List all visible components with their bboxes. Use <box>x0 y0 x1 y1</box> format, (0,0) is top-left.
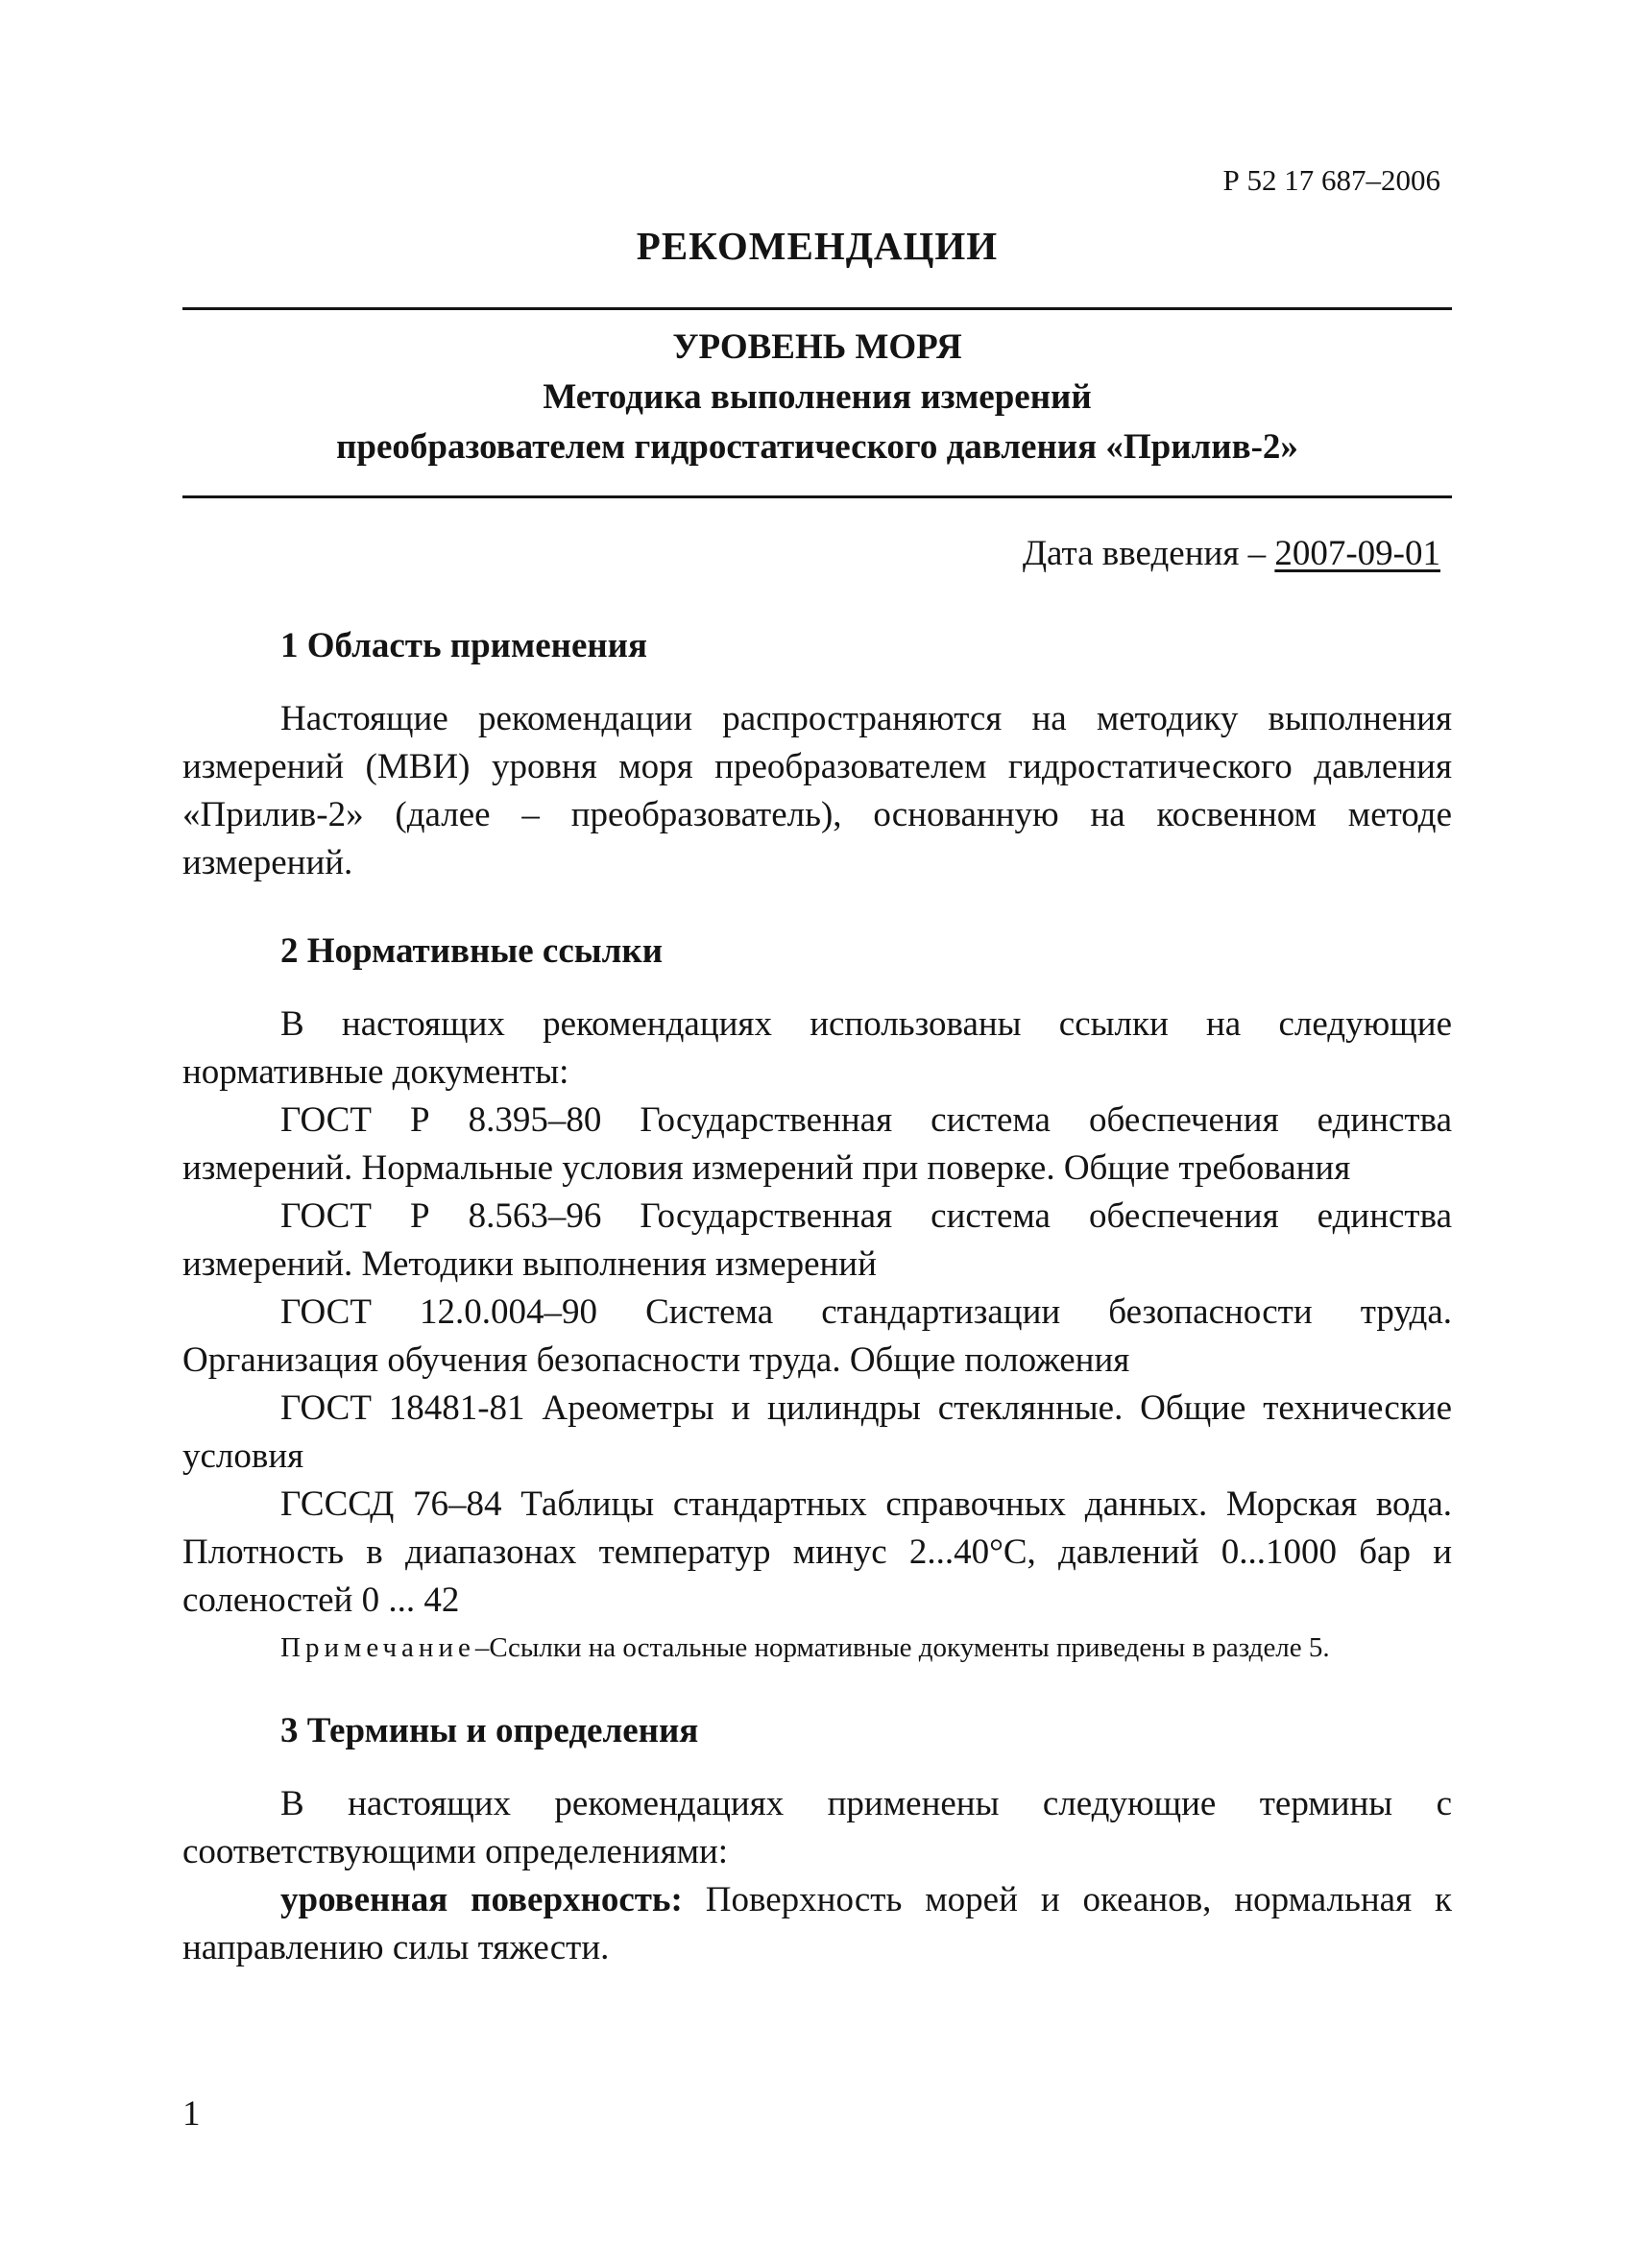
section-scope <box>182 622 1452 887</box>
page-number: 1 <box>182 2094 201 2134</box>
document-number: Р 52 17 687–2006 <box>1222 163 1440 197</box>
term-name: уровенная поверхность: <box>280 1880 683 1919</box>
reference-item: ГСССД 76–84 Таблицы стандартных справочных данных. Морская вода. Плотность в диапазонах температур минус 2...40°С, давлений 0...1000 бар и соленостей 0 ... 42 <box>182 1484 1452 1620</box>
term-definition <box>182 1876 1452 1972</box>
introduction-date-value: 2007-09-01 <box>1274 534 1440 573</box>
reference-item: ГОСТ 18481-81 Ареометры и цилиндры стеклянные. Общие технические условия <box>182 1388 1452 1476</box>
introduction-date-label: Дата введения – <box>1022 534 1275 573</box>
section-terms <box>182 1707 1452 1972</box>
document-subtitle <box>182 323 1452 472</box>
section-1-heading: 1 Область применения <box>280 626 648 665</box>
section-3-intro: В настоящих рекомендациях применены следующие термины с соответствующими определениями: <box>182 1784 1452 1871</box>
section-3-heading: 3 Термины и определения <box>280 1711 699 1750</box>
reference-item: ГОСТ Р 8.563–96 Государственная система обеспечения единства измерений. Методики выполнения измерений <box>182 1196 1452 1284</box>
reference-item: ГОСТ Р 8.395–80 Государственная система обеспечения единства измерений. Нормальные условия измерений при поверке. Общие требования <box>182 1100 1452 1188</box>
note-text: –Ссылки на остальные нормативные документы приведены в разделе 5. <box>474 1632 1330 1663</box>
main-title: РЕКОМЕНДАЦИИ <box>636 224 999 268</box>
section-1-paragraph: Настоящие рекомендации распространяются на методику выполнения измерений (МВИ) уровня моря преобразователем гидростатического давления «Прилив-2» (далее – преобразователь), основанную на косвенном методе измерений. <box>182 699 1452 882</box>
section-2-heading: 2 Нормативные ссылки <box>280 931 664 971</box>
bottom-divider <box>182 495 1452 498</box>
top-divider <box>182 307 1452 310</box>
reference-item: ГОСТ 12.0.004–90 Система стандартизации безопасности труда. Организация обучения безопасности труда. Общие положения <box>182 1292 1452 1380</box>
note-label: Примечание <box>280 1632 475 1663</box>
subtitle-line-3: преобразователем гидростатического давления «Прилив-2» <box>336 427 1298 467</box>
subtitle-line-2: Методика выполнения измерений <box>543 377 1092 417</box>
section-normative-references <box>182 928 1452 1667</box>
term-description: Поверхность морей и океанов, нормальная к направлению силы тяжести. <box>182 1880 1452 1967</box>
section-2-intro: В настоящих рекомендациях использованы ссылки на следующие нормативные документы: <box>182 1004 1452 1092</box>
introduction-date <box>1023 533 1440 574</box>
document-body <box>182 622 1452 2013</box>
subtitle-line-1: УРОВЕНЬ МОРЯ <box>672 327 962 367</box>
section-2-note <box>182 1629 1452 1667</box>
